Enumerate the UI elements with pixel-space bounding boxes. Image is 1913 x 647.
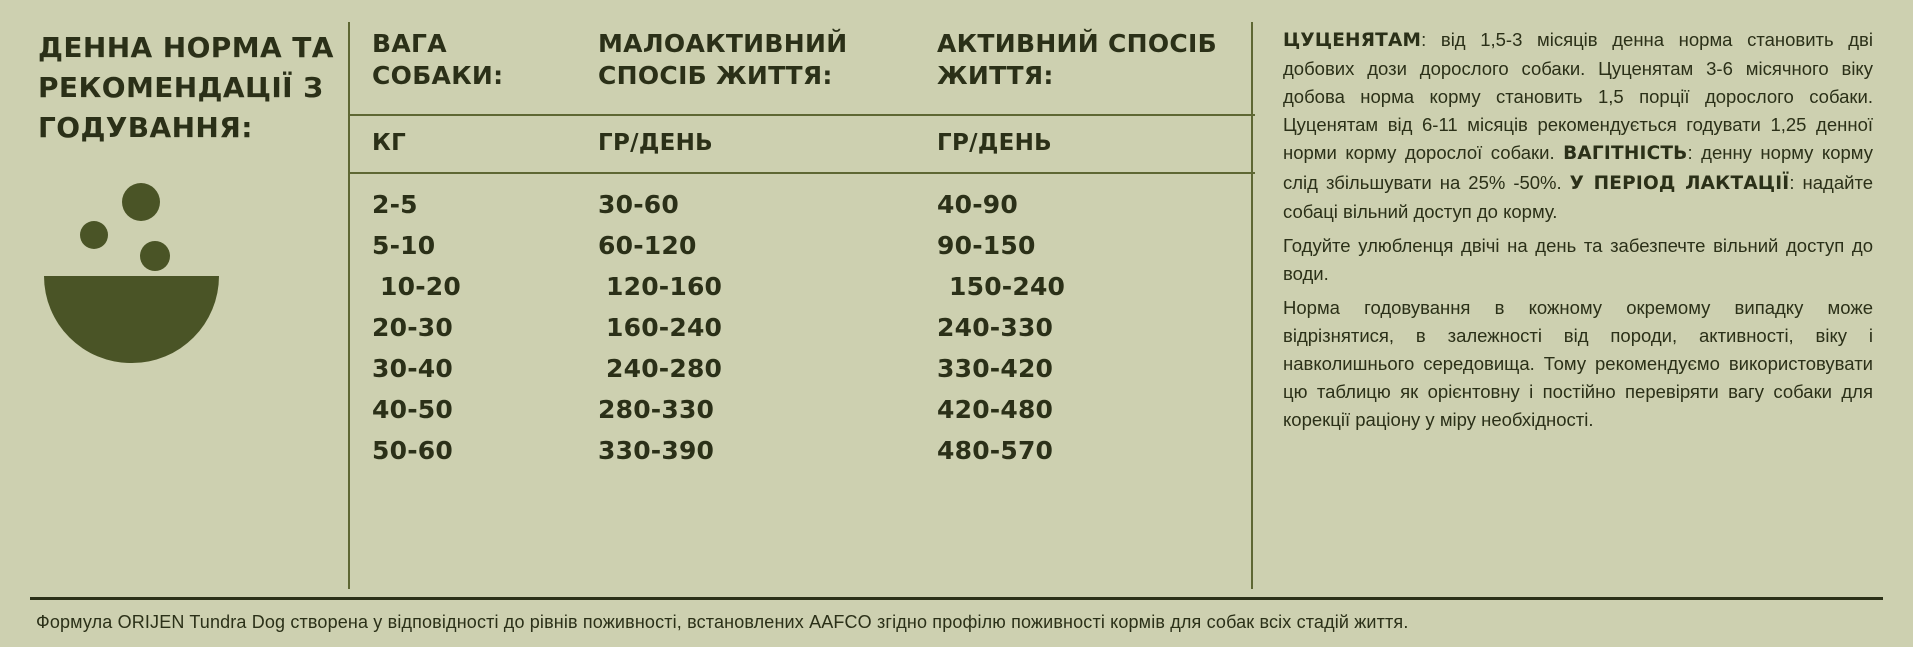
note-lead-pregnancy: ВАГІТНІСТЬ [1563,143,1688,165]
note-text-lactation: : надайте собаці вільний доступ до корму. [1283,171,1873,222]
feeding-table [350,22,1255,471]
cell-active: 90-150 [937,231,1036,260]
column-header-weight: ВАГА СОБАКИ: [350,22,576,115]
cell-active: 150-240 [949,272,1066,301]
feeding-notes [1253,22,1883,589]
note-paragraph-puppies [1283,26,1873,226]
cell-weight: 10-20 [380,272,461,301]
bowl-shape-icon [44,276,219,363]
cell-low-activity: 280-330 [598,395,715,424]
cell-weight: 5-10 [372,231,436,260]
table-header-row-main [350,22,1255,115]
column-units-grams-low: ГР/ДЕНЬ [576,115,915,173]
cell-low-activity: 240-280 [606,354,723,383]
cell-active: 420-480 [937,395,1054,424]
table-row [350,348,1255,389]
dog-bowl-with-kibble-icon [38,173,258,373]
note-paragraph-water: Годуйте улюбленця двічі на день та забезпечте вільний доступ до води. [1283,234,1873,284]
cell-weight: 2-5 [372,190,418,219]
cell-active: 330-420 [937,354,1054,383]
cell-low-activity: 160-240 [606,313,723,342]
cell-low-activity: 60-120 [598,231,697,260]
footer-note: Формула ORIJEN Tundra Dog створена у відповідності до рівнів поживності, встановлених AAFCO згідно профілю поживності кормів для собак всіх стадій життя. [30,597,1883,647]
table-row [350,225,1255,266]
cell-active: 480-570 [937,436,1054,465]
cell-low-activity: 330-390 [598,436,715,465]
cell-active: 40-90 [937,190,1018,219]
cell-weight: 30-40 [372,354,453,383]
cell-low-activity: 30-60 [598,190,679,219]
feeding-table-body [350,173,1255,471]
note-text-pregnancy: : денну норму корму слід збільшувати на 25% -50%. [1283,142,1873,193]
table-row [350,389,1255,430]
column-header-low-activity: МАЛОАКТИВНИЙ СПОСІБ ЖИТТЯ: [576,22,915,115]
table-row [350,266,1255,307]
kibble-piece-icon [140,241,170,271]
column-units-grams-active: ГР/ДЕНЬ [915,115,1255,173]
column-header-active: АКТИВНИЙ СПОСІБ ЖИТТЯ: [915,22,1255,115]
table-row [350,173,1255,225]
table-header-row-units [350,115,1255,173]
column-units-kg: КГ [350,115,576,173]
cell-weight: 20-30 [372,313,453,342]
cell-weight: 40-50 [372,395,453,424]
note-lead-puppies: ЦУЦЕНЯТАМ [1283,30,1422,51]
table-row [350,430,1255,471]
left-column [30,22,348,589]
page-title: ДЕННА НОРМА ТА РЕКОМЕНДАЦІЇ З ГОДУВАННЯ: [38,31,334,144]
cell-active: 240-330 [937,313,1054,342]
note-text-puppies: : від 1,5-3 місяців денна норма становить дві добових дози дорослого собаки. Цуценятам 3-6 місячного віку добова норма корму становить 1,5 порції дорослого собаки. Цуценятам від 6-11 місяців рекомендується годувати 1,25 денної норми корму дорослої собаки. [1283,29,1873,164]
note-lead-lactation: У ПЕРІОД ЛАКТАЦІЇ [1569,172,1790,194]
feeding-table-container [348,22,1253,589]
cell-low-activity: 120-160 [606,272,723,301]
note-paragraph-disclaimer: Норма годовування в кожному окремому випадку може відрізнятися, в залежності від породи, активності, віку і навколишнього середовища. Тому рекомендуємо використовувати цю таблицю як орієнтовну і постійно перевіряти вагу собаки для корекції раціону у міру необхідності. [1283,296,1873,431]
kibble-piece-icon [80,221,108,249]
kibble-piece-icon [122,183,160,221]
cell-weight: 50-60 [372,436,453,465]
table-row [350,307,1255,348]
